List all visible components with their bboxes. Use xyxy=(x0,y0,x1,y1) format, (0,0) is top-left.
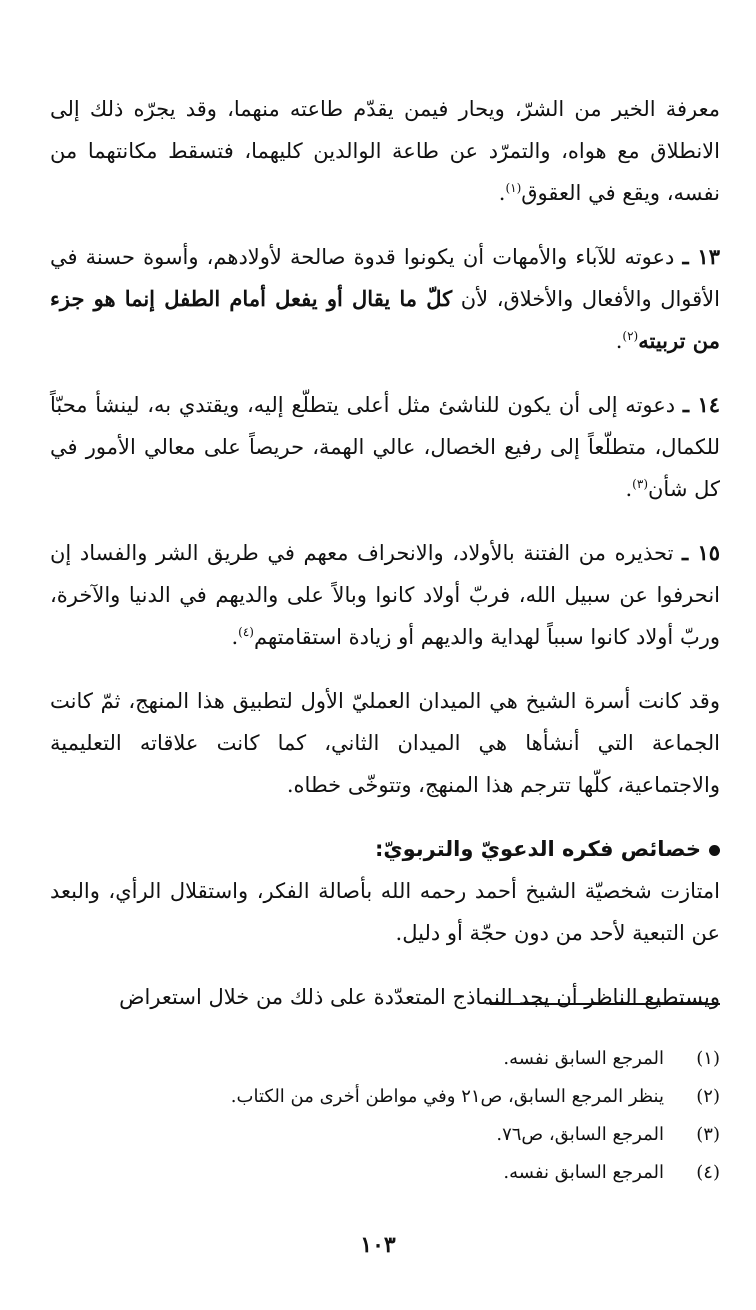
footnote-text: المرجع السابق نفسه. xyxy=(503,1162,664,1183)
footnote-divider xyxy=(490,1003,720,1005)
footnote-mark: (٤) xyxy=(696,1162,720,1183)
paragraph-14: ١٤ ـ دعوته إلى أن يكون للناشئ مثل أعلى يتطلّع إليه، ويقتدي به، لينشأ محبّاً للكمال، متطلّعاً إلى رفيع الخصال، عالي الهمة، حريصاً على معالي الأمور في كل شأن$^{(٣)}$. xyxy=(50,392,721,501)
footnote-ref-1[interactable]: (١) xyxy=(505,181,522,195)
footnote-text: المرجع السابق، ص٧٦. xyxy=(496,1124,664,1145)
footnote-ref-2[interactable]: (٢) xyxy=(622,329,639,343)
paragraph-13-bold: كلّ ما يقال أو يفعل أمام الطفل إنما هو جزء من تربيته xyxy=(50,286,720,353)
item-number-13: ١٣ ـ xyxy=(682,244,720,269)
footnote-item xyxy=(80,1154,720,1192)
paragraph-13: ١٣ ـ دعوته للآباء والأمهات أن يكونوا قدوة صالحة لأولادهم، وأسوة حسنة في الأقوال والأفعال والأخلاق، لأن كلّ ما يقال أو يفعل أمام الطفل إنما هو جزء من تربيته$^{(٢)}$. xyxy=(50,244,720,353)
footnotes xyxy=(80,1040,720,1192)
footnote-item xyxy=(80,1040,720,1078)
paragraph-15-text: تحذيره من الفتنة بالأولاد، والانحراف معهم في طريق الشر والفساد إن انحرفوا عن سبيل الله، فربّ أولاد كانوا وبالاً على والديهم في الدنيا والآخرة، وربّ أولاد كانوا سبباً لهداية والديهم أو زيادة استقامتهم xyxy=(50,541,720,649)
footnote-ref-4[interactable]: (٤) xyxy=(238,625,254,639)
footnote-text: ينظر المرجع السابق، ص٢١ وفي مواطن أخرى من الكتاب. xyxy=(230,1086,664,1107)
paragraph-1: معرفة الخير من الشرّ، ويحار فيمن يقدّم طاعته منهما، وقد يجرّه ذلك إلى الانطلاق مع هواه، والتمرّد عن طاعة الوالدين كليهما، فتسقط مكانتهما من نفسه، ويقع في العقوق$^{(١)}$. xyxy=(50,97,720,205)
footnote-mark: (٣) xyxy=(696,1124,720,1145)
paragraph-1-text: معرفة الخير من الشرّ، ويحار فيمن يقدّم طاعته منهما، وقد يجرّه ذلك إلى الانطلاق مع هواه، والتمرّد عن طاعة الوالدين كليهما، فتسقط مكانتهما من نفسه، ويقع في العقوق xyxy=(50,97,720,205)
section-heading xyxy=(50,828,720,870)
footnote-mark: (١) xyxy=(696,1048,720,1069)
footnote-ref-3[interactable]: (٣) xyxy=(632,477,648,491)
bullet-icon xyxy=(709,845,720,856)
page-body xyxy=(50,88,720,1040)
paragraph-14-text: دعوته إلى أن يكون للناشئ مثل أعلى يتطلّع إليه، ويقتدي به، لينشأ محبّاً للكمال، متطلّعاً إلى رفيع الخصال، عالي الهمة، حريصاً على معالي الأمور في كل شأن xyxy=(50,393,720,501)
page-number: ١٠٣ xyxy=(360,1232,396,1258)
paragraph-family: وقد كانت أسرة الشيخ هي الميدان العمليّ الأول لتطبيق هذا المنهج، ثمّ كانت الجماعة التي أنشأها هي الميدان الثاني، كما كانت علاقاته التعليمية والاجتماعية، كلّها تترجم هذا المنهج، وتتوخّى خطاه. xyxy=(50,689,720,797)
footnote-item xyxy=(80,1116,720,1154)
footnote-text: المرجع السابق نفسه. xyxy=(503,1048,664,1069)
paragraph-last: ويستطيع الناظر أن يجد النماذج المتعدّدة على ذلك من خلال استعراض xyxy=(119,985,720,1009)
paragraph-traits: امتازت شخصيّة الشيخ أحمد رحمه الله بأصالة الفكر، واستقلال الرأي، والبعد عن التبعية لأحد من دون حجّة أو دليل. xyxy=(50,879,720,945)
item-number-15: ١٥ ـ xyxy=(682,540,720,565)
footnote-item xyxy=(80,1078,720,1116)
paragraph-15: ١٥ ـ تحذيره من الفتنة بالأولاد، والانحراف معهم في طريق الشر والفساد إن انحرفوا عن سبيل الله، فربّ أولاد كانوا وبالاً على والديهم في الدنيا والآخرة، وربّ أولاد كانوا سبباً لهداية والديهم أو زيادة استقامتهم$^{(٤)}$. xyxy=(50,540,720,649)
item-number-14: ١٤ ـ xyxy=(682,392,721,417)
paragraph-13-text: دعوته للآباء والأمهات أن يكونوا قدوة صالحة لأولادهم، وأسوة حسنة في الأقوال والأفعال والأخلاق، لأن xyxy=(50,245,720,311)
section-heading-text: خصائص فكره الدعويّ والتربويّ: xyxy=(374,837,701,861)
footnote-mark: (٢) xyxy=(696,1086,720,1107)
